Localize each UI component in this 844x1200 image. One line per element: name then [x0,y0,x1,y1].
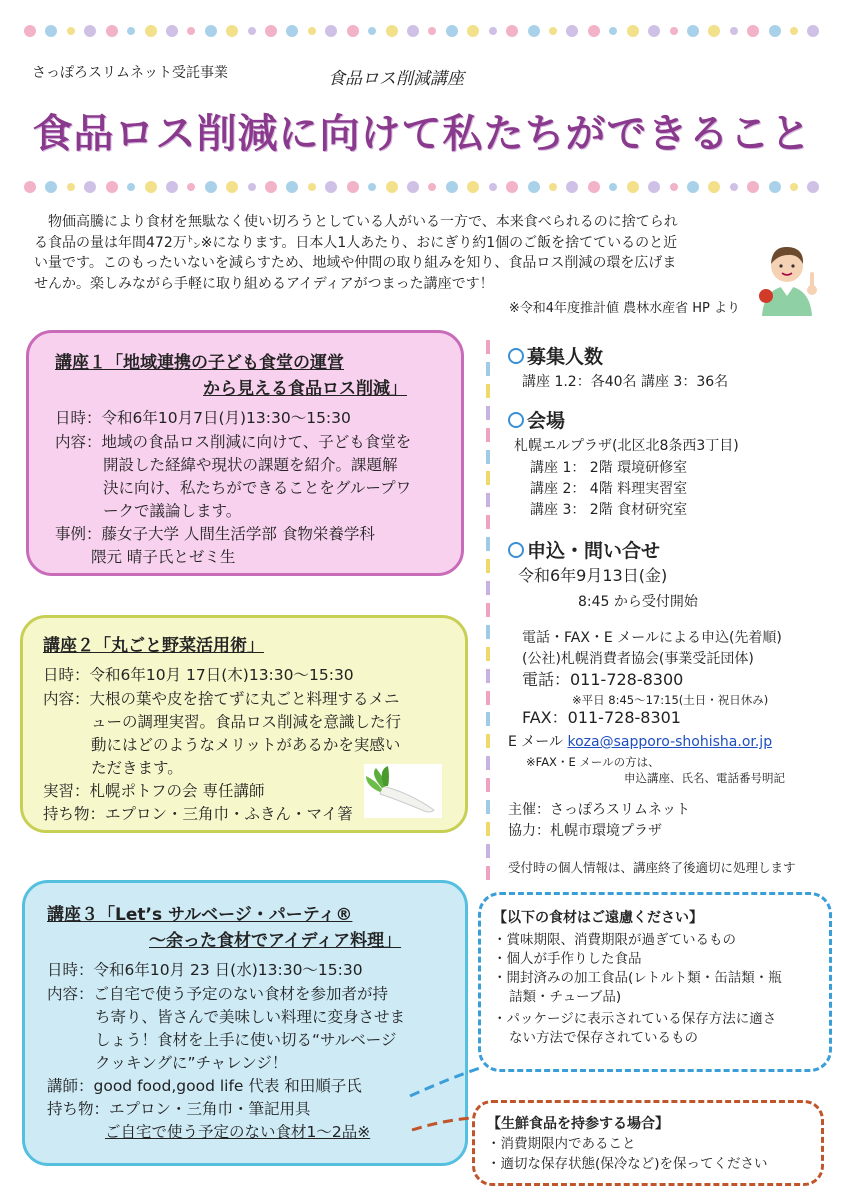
course2-content: 動にはどのようなメリットがあるかを実感い [91,736,401,754]
venue-room: 講座 2： 4階 料理実習室 [530,481,688,497]
cooperation-label: 協力：札幌市環境プラザ [508,823,662,839]
fresh-food-box [472,1100,824,1186]
daikon-illustration [364,764,442,818]
mail-link[interactable]: koza@sapporo-shohisha.or.jp [567,734,773,750]
course3-lecturer: 講師：good food,good life 代表 和田順子氏 [47,1077,362,1095]
fresh-food-item: ・適切な保存状態(保冷など)を保ってください [487,1156,768,1172]
prohibited-food-item: ・個人が手作りした食品 [493,951,642,967]
course3-content: クッキングに”チャレンジ！ [95,1054,288,1072]
apply-fax: FAX：011-728-8301 [522,708,681,727]
course3-items-note: ご自宅で使う予定のない食材1～2品※ [105,1123,371,1141]
prohibited-food-item: ・パッケージに表示されている保存方法に適さ [493,1011,777,1027]
apply-method: 電話・FAX・E メールによる申込(先着順) [522,630,782,646]
apply-date: 令和6年9月13日(金) [518,566,668,585]
course1-title-line2: から見える食品ロス削減」 [203,379,407,399]
apply-note: 申込講座、氏名、電話番号明記 [624,771,785,785]
course3-content: ち寄り、皆さんで美味しい料理に変身させま [95,1008,406,1026]
apply-tel: 電話：011-728-8300 [522,670,684,689]
course1-content: 決に向け、私たちができることをグループワ [103,479,412,497]
course1-case: 隈元 晴子氏とゼミ生 [91,548,236,566]
mail-label: E メール [508,734,564,750]
prohibited-food-title: 【以下の食材はご遠慮ください】 [493,910,703,926]
host-label: 主催：さっぽろスリムネット [508,802,690,818]
course2-items: 持ち物：エプロン・三角巾・ふきん・マイ箸 [43,805,353,823]
apply-org: (公社)札幌消費者協会(事業受託団体) [522,651,754,667]
prohibited-food-item: ・賞味期限、消費期限が過ぎているもの [493,932,736,948]
course2-date: 日時：令和6年10月 17日(木)13:30～15:30 [43,666,354,684]
prohibited-food-box [478,892,832,1072]
fresh-food-item: ・消費期限内であること [487,1136,636,1152]
intro-line: 物価高騰により食材を無駄なく使い切ろうとしている人がいる一方で、本来食べられるのに捨てられ [48,214,678,230]
organizer-label: さっぽろスリムネット受託事業 [32,65,228,81]
circle-bullet-icon [508,412,524,428]
person-illustration [752,236,822,316]
intro-line: る食品の量は年間472万㌧※になります。日本人1人あたり、おにぎり約1個のご飯を捨てているのと近 [34,234,678,251]
course1-content: 開設した経緯や現状の課題を紹介。課題解 [103,456,398,474]
intro-paragraph [34,212,746,294]
circle-bullet-icon [508,348,524,364]
venue-place: 札幌エルプラザ(北区北8条西3丁目) [514,438,739,454]
course2-content: ューの調理実習。食品ロス削減を意識した行 [91,713,402,731]
venue-room: 講座 3： 2階 食材研究室 [530,502,688,518]
intro-line: い量です。このもったいないを減らすため、地域や仲間の取り組みを知り、食品ロス削減の環を広げま [34,255,677,271]
apply-start: 8:45 から受付開始 [578,594,698,610]
venue-title: 会場 [527,410,566,432]
course2-practice: 実習：札幌ポトフの会 専任講師 [43,782,265,800]
capacity-heading [508,342,603,369]
course2-title: 講座２「丸ごと野菜活用術」 [43,636,264,656]
course3-date: 日時：令和6年10月 23 日(水)13:30～15:30 [47,961,363,979]
course3-title: 講座３「Let’s サルベージ・パーティ® [47,905,353,925]
title-dot-border [24,178,820,196]
apply-note: ※FAX・E メールの方は、 [526,755,660,769]
course1-case: 事例：藤女子大学 人間生活学部 食物栄養学科 [55,525,375,543]
capacity-title: 募集人数 [527,346,604,368]
venue-heading [508,406,565,433]
column-divider [486,340,492,880]
intro-line: せんか。楽しみながら手軽に取り組めるアイディアがつまった講座です！ [34,275,494,292]
course1-date: 日時：令和6年10月7日(月)13:30～15:30 [55,409,351,427]
course2-content: ただきます。 [91,759,183,777]
course3-title-line2: ～余った食材でアイディア料理」 [149,931,402,951]
intro-source-note: ※令和4年度推計値 農林水産省 HP より [508,301,740,316]
venue-room: 講座 1： 2階 環境研修室 [530,460,688,476]
course2-content: 内容：大根の葉や皮を捨てずに丸ごと料理するメニ [43,690,400,708]
prohibited-food-item: ない方法で保存されているもの [509,1030,698,1046]
apply-heading [508,536,660,563]
top-dot-border [24,22,820,40]
course1-card [26,330,464,576]
series-title: 食品ロス削減講座 [328,69,464,89]
course1-content: ークで議論します。 [103,502,242,520]
prohibited-food-item: ・開封済みの加工食品(レトルト類・缶詰類・瓶 [493,970,782,986]
page-title: 食品ロス削減に向けて私たちができること [32,111,812,157]
apply-hours: ※平日 8:45～17:15(土日・祝日休み) [572,693,769,707]
privacy-note: 受付時の個人情報は、講座終了後適切に処理します [508,860,796,875]
course3-items: 持ち物：エプロン・三角巾・筆記用具 [47,1100,311,1118]
course1-title: 講座１「地域連携の子ども食堂の運営 [55,353,344,373]
apply-title: 申込・問い合せ [527,540,661,562]
prohibited-food-item: 詰類・チューブ品) [509,989,622,1005]
apply-mail-row [508,732,772,752]
course3-card [22,880,468,1166]
course1-content: 内容：地域の食品ロス削減に向けて、子ども食堂を [55,433,412,451]
course3-content: 内容：ご自宅で使う予定のない食材を参加者が持 [47,985,389,1003]
fresh-food-title: 【生鮮食品を持参する場合】 [487,1116,669,1132]
course3-content: しょう！食材を上手に使い切る“サルベージ [95,1031,397,1049]
circle-bullet-icon [508,542,524,558]
capacity-text: 講座 1.2：各40名 講座 3：36名 [522,374,729,390]
